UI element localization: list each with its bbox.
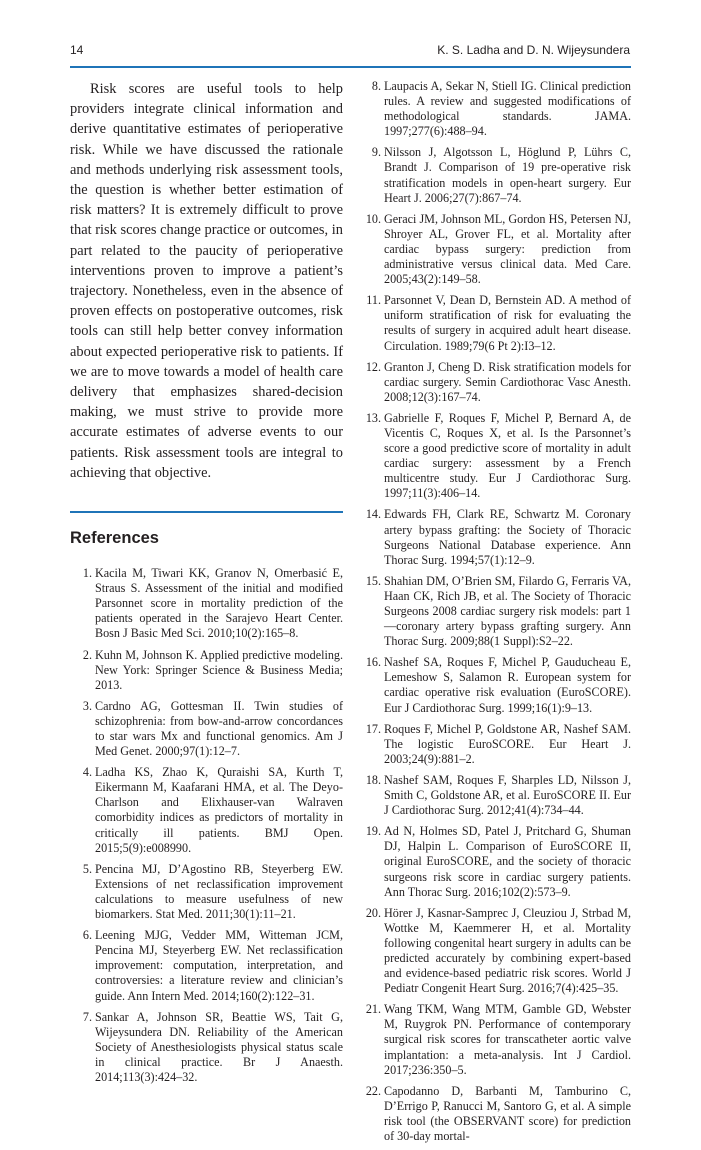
page-number: 14 — [70, 43, 84, 57]
reference-text: Capodanno D, Barbanti M, Tamburino C, D’Errigo P, Ranucci M, Santoro G, et al. A simple risk tool (the OBSERVANT score) for prediction of 30-day mortal- — [384, 1083, 631, 1143]
reference-text: Granton J, Cheng D. Risk stratification models for cardiac surgery. Semin Cardiothorac Vasc Anesth. 2008;12(3):167–74. — [384, 359, 631, 404]
right-column — [359, 79, 631, 1150]
reference-number: 1. — [82, 566, 92, 581]
reference-item — [70, 648, 343, 693]
reference-number: 3. — [82, 698, 92, 713]
reference-number: 22. — [365, 1083, 381, 1098]
reference-text: Nashef SAM, Roques F, Sharples LD, Nilsson J, Smith C, Goldstone AR, et al. EuroSCORE II. Eur J Cardiothorac Surg. 2012;41(4):734–44. — [384, 772, 631, 818]
reference-number: 6. — [82, 928, 92, 943]
reference-item — [70, 765, 343, 856]
reference-item — [359, 507, 631, 567]
reference-item — [359, 360, 631, 405]
reference-text: Kuhn M, Johnson K. Applied predictive modeling. New York: Springer Science & Business Media; 2013. — [95, 647, 343, 692]
reference-item — [70, 566, 343, 641]
reference-text: Kacila M, Tiwari KK, Granov N, Omerbasić E, Straus S. Assessment of the initial and modified Parsonnet score in mortality prediction of the patients operated in the Sarajevo Heart Center. Bosn J Basic Med Sci. 2010;10(2):165–8. — [95, 566, 343, 641]
running-head: K. S. Ladha and D. N. Wijeysundera — [437, 43, 630, 57]
reference-number: 13. — [365, 410, 381, 425]
reference-number: 9. — [371, 145, 381, 160]
reference-text: Gabrielle F, Roques F, Michel P, Bernard A, de Vicentis C, Roques X, et al. Is the Parsonnet’s score a good predictive score of mortality in adult cardiac surgery: assessment by a French multicentre study. Eur J Cardiothorac Surg. 1997;11(3):406–14. — [384, 410, 631, 501]
reference-item — [70, 1010, 343, 1085]
reference-item — [70, 862, 343, 922]
reference-item — [359, 1084, 631, 1144]
reference-text: Nilsson J, Algotsson L, Höglund P, Lührs C, Brandt J. Comparison of 19 pre-operative risk stratification models in open-heart surgery. Eur Heart J. 2006;27(7):867–74. — [384, 145, 631, 205]
reference-item — [70, 699, 343, 759]
reference-number: 20. — [365, 905, 381, 920]
reference-text: Shahian DM, O’Brien SM, Filardo G, Ferraris VA, Haan CK, Rich JB, et al. The Society of Thoracic Surgeons 2008 cardiac surgery risk models: part 1—coronary artery bypass grafting surgery. Ann Thorac Surg. 2009;88(1 Suppl):S2–22. — [384, 573, 631, 649]
reference-number: 12. — [365, 359, 381, 374]
reference-number: 2. — [82, 647, 92, 662]
reference-number: 14. — [365, 507, 381, 522]
header-rule — [70, 66, 631, 68]
reference-number: 16. — [365, 655, 381, 670]
reference-number: 15. — [365, 573, 381, 588]
body-paragraph: Risk scores are useful tools to help providers integrate clinical information and derive quantitative estimates of perioperative risk. While we have discussed the rationale and methods underlying risk assessment tools, the question is whether better estimation of risk matters? It is extremely difficult to prove that risk scores change practice or outcomes, in part related to the paucity of perioperative interventions proven to improve a patient’s trajectory. Nonetheless, even in the absence of proven effects on postoperative outcomes, risk tools can still help better convey information about expected perioperative risk to patients. If we are to move towards a model of health care delivery that emphasizes shared-decision making, we must strive to provide more accurate estimates of adverse events to our patients. Risk assessment tools are integral to achieving that objective. — [70, 81, 343, 481]
reference-text: Laupacis A, Sekar N, Stiell IG. Clinical prediction rules. A review and suggested modifications of methodological standards. JAMA. 1997;277(6):488–94. — [384, 79, 631, 139]
reference-number: 4. — [82, 765, 92, 780]
reference-number: 10. — [365, 211, 381, 226]
reference-text: Pencina MJ, D’Agostino RB, Steyerberg EW. Extensions of net reclassification improvement calculations to measure usefulness of new biomarkers. Stat Med. 2011;30(1):11–21. — [95, 861, 343, 922]
reference-number: 11. — [366, 293, 381, 308]
references-list-left — [70, 566, 343, 1085]
reference-number: 21. — [365, 1002, 381, 1017]
references-heading: References — [70, 529, 159, 548]
reference-item — [359, 655, 631, 715]
reference-item — [359, 212, 631, 287]
reference-number: 18. — [365, 772, 381, 787]
reference-text: Ladha KS, Zhao K, Quraishi SA, Kurth T, Eikermann M, Kaafarani HMA, et al. The Deyo-Charlson and Elixhauser-van Walraven comorbidity indices as predictors of mortality in critically ill patients. BMJ Open. 2015;5(9):e008990. — [95, 765, 343, 855]
reference-item — [359, 79, 631, 139]
reference-item — [359, 773, 631, 818]
reference-number: 7. — [82, 1009, 92, 1024]
reference-item — [359, 906, 631, 997]
reference-text: Hörer J, Kasnar-Samprec J, Cleuziou J, Strbad M, Wottke M, Kaemmerer H, et al. Mortality following congenital heart surgery in adults can be predicted accurately by combining expert-based and evidence-based pediatric risk scores. World J Pediatr Congenit Heart Surg. 2016;7(4):425–35. — [384, 905, 631, 996]
reference-text: Roques F, Michel P, Goldstone AR, Nashef SAM. The logistic EuroSCORE. Eur Heart J. 2003;24(9):881–2. — [384, 721, 631, 766]
reference-item — [359, 574, 631, 649]
reference-text: Edwards FH, Clark RE, Schwartz M. Coronary artery bypass grafting: the Society of Thoracic Surgeons National Database experience. Ann Thorac Surg. 1994;57(1):12–9. — [384, 507, 631, 567]
reference-number: 19. — [365, 824, 381, 839]
references-list-right — [359, 79, 631, 1144]
reference-text: Nashef SA, Roques F, Michel P, Gauducheau E, Lemeshow S, Salamon R. European system for cardiac operative risk evaluation (EuroSCORE). Eur J Cardiothorac Surg. 1999;16(1):9–13. — [384, 655, 631, 715]
reference-text: Cardno AG, Gottesman II. Twin studies of schizophrenia: from bow-and-arrow concordances to star wars Mx and functional genomics. Am J Med Genet. 2000;97(1):12–7. — [95, 698, 343, 759]
reference-text: Parsonnet V, Dean D, Bernstein AD. A method of uniform stratification of risk for evaluating the results of surgery in acquired adult heart disease. Circulation. 1989;79(6 Pt 2):I3–12. — [384, 293, 631, 353]
reference-text: Leening MJG, Vedder MM, Witteman JCM, Pencina MJ, Steyerberg EW. Net reclassification improvement: computation, interpretation, and controversies: a literature review and clinician’s guide. Ann Intern Med. 2014;160(2):122–31. — [95, 928, 343, 1003]
left-column — [70, 79, 343, 1091]
reference-number: 8. — [371, 79, 381, 93]
reference-number: 5. — [82, 861, 92, 876]
reference-text: Wang TKM, Wang MTM, Gamble GD, Webster M, Ruygrok PN. Performance of contemporary surgical risk scores for transcatheter aortic valve implantation: a meta-analysis. Int J Cardiol. 2017;236:350–5. — [384, 1002, 631, 1077]
reference-item — [359, 1002, 631, 1077]
reference-number: 17. — [365, 721, 381, 736]
page-header — [0, 0, 701, 70]
section-rule — [70, 511, 343, 513]
reference-text: Sankar A, Johnson SR, Beattie WS, Tait G, Wijeysundera DN. Reliability of the American Society of Anesthesiologists physical status scale in clinical practice. Br J Anaesth. 2014;113(3):424–32. — [95, 1009, 343, 1084]
reference-item — [359, 824, 631, 899]
reference-item — [359, 145, 631, 205]
reference-item — [359, 411, 631, 502]
reference-item — [70, 928, 343, 1003]
reference-text: Ad N, Holmes SD, Patel J, Pritchard G, Shuman DJ, Halpin L. Comparison of EuroSCORE II, original EuroSCORE, and the society of thoracic surgeons risk score in cardiac surgery patients. Ann Thorac Surg. 2016;102(2):573–9. — [384, 824, 631, 899]
reference-item — [359, 722, 631, 767]
reference-text: Geraci JM, Johnson ML, Gordon HS, Petersen NJ, Shroyer AL, Grover FL, et al. Mortality after cardiac bypass surgery: prediction from administrative versus clinical data. Med Care. 2005;43(2):149–58. — [384, 211, 631, 287]
reference-item — [359, 293, 631, 353]
